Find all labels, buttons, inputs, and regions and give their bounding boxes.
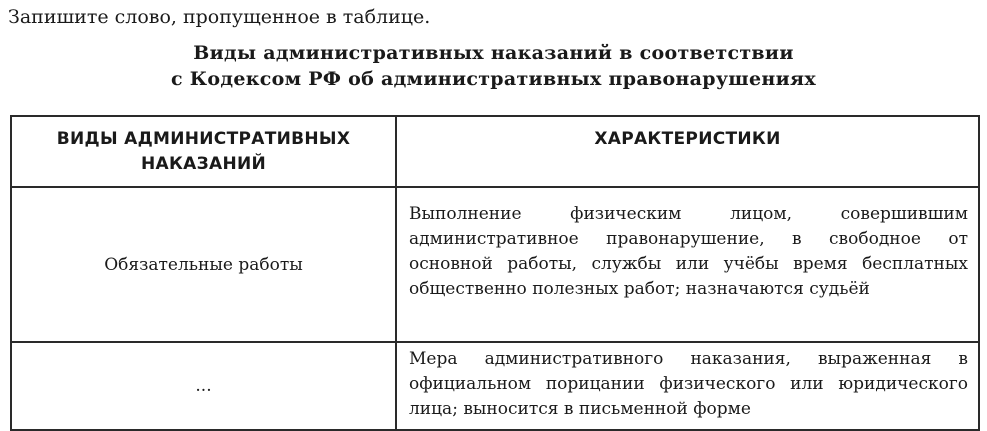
table-row — [11, 187, 979, 342]
missing-penalty-type-cell: ... — [11, 342, 396, 430]
task-instruction: Запишите слово, пропущенное в таблице. — [8, 6, 431, 28]
header-penalty-types-line-2: НАКАЗАНИЙ — [140, 154, 267, 174]
penalties-table — [10, 115, 980, 431]
characteristic-cell: Мера административного наказания, выраженная в официальном порицании физического или юридического лица; выносится в письменной форме — [396, 342, 979, 430]
characteristic-cell: Выполнение физическим лицом, совершившим административное правонарушение, в свободное от основной работы, службы или учёбы время бесплатных общественно полезных работ; назначаются судьёй — [396, 187, 979, 342]
table-title-line-2: с Кодексом РФ об административных правонарушениях — [171, 68, 816, 90]
header-penalty-types-line-1: ВИДЫ АДМИНИСТРАТИВНЫХ — [56, 129, 351, 149]
table-row — [11, 342, 979, 430]
penalty-type-cell: Обязательные работы — [11, 187, 396, 342]
table-title-line-1: Виды административных наказаний в соответствии — [193, 42, 794, 64]
table-title — [0, 40, 987, 92]
table-header-row — [11, 116, 979, 187]
header-penalty-types — [11, 116, 396, 187]
header-characteristics: ХАРАКТЕРИСТИКИ — [396, 116, 979, 187]
